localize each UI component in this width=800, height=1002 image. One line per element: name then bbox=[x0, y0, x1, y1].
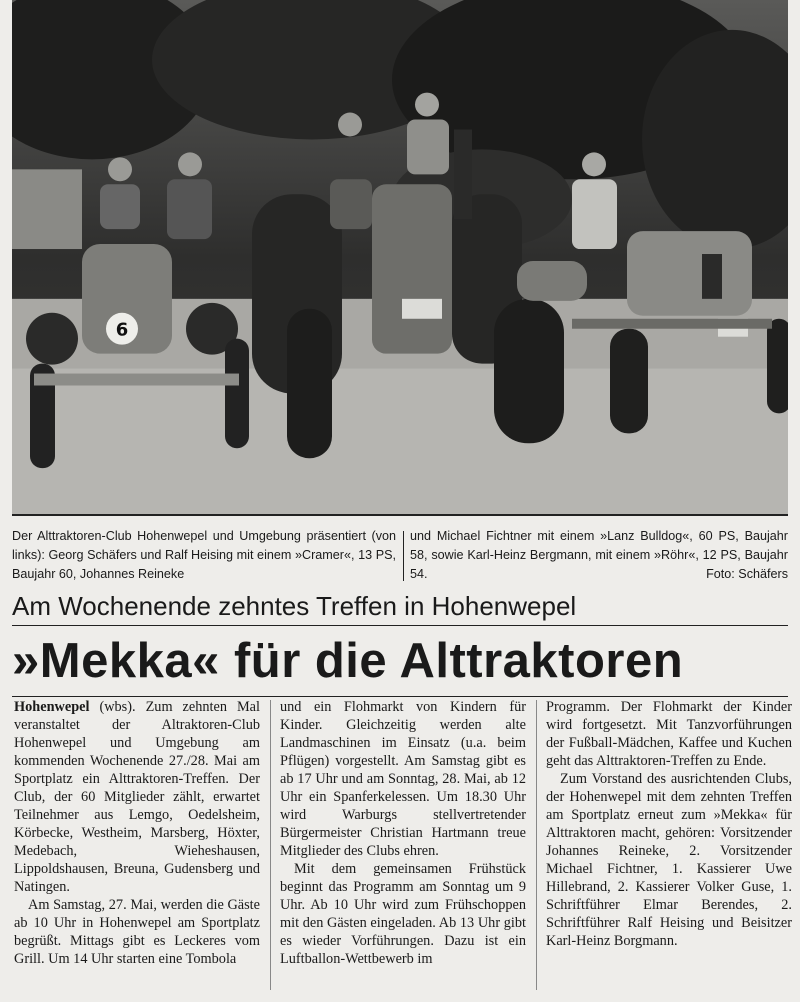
caption-left: Der Alttraktoren-Club Hohenwepel und Umgebung präsentiert (von links): Georg Schäfers und Ralf Heising mit einem »Cramer«, 13 PS, Baujahr 60, Johannes Reineke bbox=[12, 529, 396, 581]
paragraph: Am Samstag, 27. Mai, werden die Gäste ab 10 Uhr in Hohenwepel am Sportplatz begrüßt. Mittags gibt es Leckeres vom Grill. Um 14 Uhr starten eine Tombola bbox=[14, 897, 260, 967]
headline-rule bbox=[12, 696, 788, 697]
paragraph-text: (wbs). Zum zehnten Mal veranstaltet der Altraktoren-Club Hohenwepel und Umgebung am kommenden Wochenende 27./28. Mai am Sportplatz ein Alttraktoren-Treffen. Der Club, der 60 Mitglieder zählt, erwartet Teilnehmer aus Lemgo, Oedelsheim, Körbecke, Westheim, Marsberg, Höxter, Medebach, Wieheshausen, Lippoldshausen, Breuna, Gudensberg und Natingen. bbox=[14, 699, 261, 895]
article-column-3 bbox=[546, 698, 792, 950]
photo-credit: Foto: Schäfers bbox=[706, 567, 788, 581]
paragraph: und ein Flohmarkt von Kindern für Kinder. Gleichzeitig werden alte Landmaschinen im Einsatz (u.a. beim Pflügen) vorgestellt. Am Samstag gibt es ab 17 Uhr und am Sonntag, 28. Mai, ab 12 Uhr ein Spanferkelessen. Um 18.30 Uhr wird Warburgs stellvertretender Bürgermeister Christian Hartmann treue Mitglieder des Clubs ehren. bbox=[280, 699, 526, 859]
article-column-2 bbox=[280, 698, 526, 968]
dateline: Hohenwepel bbox=[14, 699, 90, 715]
article-headline: »Mekka« für die Alttraktoren bbox=[12, 634, 684, 688]
svg-text:6: 6 bbox=[115, 319, 129, 341]
paragraph: Zum Vorstand des ausrichtenden Clubs, der Hohenwepel mit dem zehnten Treffen am Sportplatz erneut zum »Mekka« für Alttraktoren macht, gehören: Vorsitzender Johannes Reineke, 2. Vorsitzender Michael Fichtner, 1. Kassierer Uwe Hillebrand, 2. Kassierer Volker Guse, 1. Schriftführer Elmar Berendes, 2. Schriftführer Ralf Heising und Beisitzer Karl-Heinz Borgmann. bbox=[546, 771, 792, 949]
caption-right-text: und Michael Fichtner mit einem »Lanz Bulldog«, 60 PS, Baujahr 58, sowie Karl-Heinz Bergmann, mit einem »Röhr«, 12 PS, Baujahr 54. bbox=[410, 529, 788, 581]
paragraph bbox=[14, 698, 260, 896]
newspaper-photo bbox=[12, 0, 788, 516]
column-divider bbox=[270, 700, 271, 990]
column-divider bbox=[536, 700, 537, 990]
article-subheadline: Am Wochenende zehntes Treffen in Hohenwepel bbox=[12, 589, 788, 626]
article-column-1 bbox=[14, 698, 260, 968]
paragraph: Programm. Der Flohmarkt der Kinder wird fortgesetzt. Mit Tanzvorführungen der Fußball-Mädchen, Kaffee und Kuchen geht das Alttraktoren-Treffen zu Ende. bbox=[546, 699, 792, 769]
photo-icon bbox=[12, 0, 788, 514]
caption-divider bbox=[403, 531, 404, 581]
paragraph: Mit dem gemeinsamen Frühstück beginnt das Programm am Sonntag um 9 Uhr. Ab 10 Uhr wird zum Frühschoppen mit den Gästen eingeladen. Ab 13 Uhr gibt es wieder Vorführungen. Dazu ist ein Luftballon-Wettbewerb im bbox=[280, 861, 526, 967]
